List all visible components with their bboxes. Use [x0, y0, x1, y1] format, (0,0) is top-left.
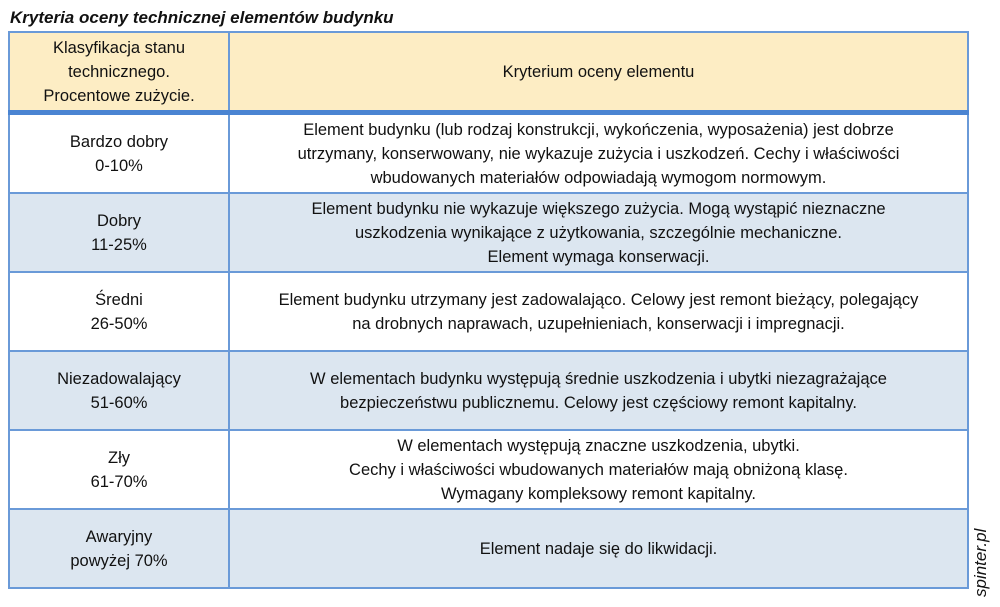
table-row — [9, 430, 968, 509]
classification-cell — [9, 509, 229, 588]
table-row — [9, 272, 968, 351]
wear-range: 51-60% — [90, 393, 148, 412]
header-line: Klasyfikacja stanu — [52, 38, 186, 57]
wear-range: 11-25% — [91, 235, 147, 254]
criteria-line: uszkodzenia wynikające z użytkowania, szczególnie mechaniczne. — [355, 223, 842, 242]
table-header-row — [9, 32, 968, 113]
classification-cell — [9, 193, 229, 272]
condition-name: Bardzo dobry — [69, 132, 169, 151]
table-row — [9, 113, 968, 194]
condition-name: Dobry — [96, 211, 141, 230]
criteria-line: Element budynku nie wykazuje większego zużycia. Mogą wystąpić nieznaczne — [311, 199, 886, 218]
classification-cell — [9, 113, 229, 194]
table-row — [9, 351, 968, 430]
classification-cell — [9, 430, 229, 509]
criteria-line: wbudowanych materiałów odpowiadają wymogom normowym. — [370, 168, 827, 187]
criteria-line: W elementach budynku występują średnie uszkodzenia i ubytki niezagrażające — [310, 369, 887, 388]
condition-name: Niezadowalający — [57, 369, 181, 388]
header-line: Procentowe zużycie. — [43, 86, 195, 105]
criteria-line: na drobnych naprawach, uzupełnieniach, konserwacji i impregnacji. — [352, 314, 845, 333]
classification-cell — [9, 351, 229, 430]
wear-range: 26-50% — [90, 314, 148, 333]
criteria-cell — [229, 430, 968, 509]
header-classification — [9, 32, 229, 113]
criteria-line: Cechy i właściwości wbudowanych materiałów mają obniżoną klasę. — [349, 460, 848, 479]
table-row — [9, 193, 968, 272]
header-criteria: Kryterium oceny elementu — [229, 32, 968, 113]
criteria-cell — [229, 113, 968, 194]
criteria-line: W elementach występują znaczne uszkodzenia, ubytki. — [397, 436, 800, 455]
criteria-cell — [229, 193, 968, 272]
header-line: technicznego. — [68, 62, 170, 81]
criteria-table — [8, 31, 969, 589]
condition-name: Awaryjny — [85, 527, 153, 546]
wear-range: 0-10% — [95, 156, 143, 175]
table-title: Kryteria oceny technicznej elementów budynku — [10, 8, 394, 27]
wear-range: 61-70% — [90, 472, 148, 491]
criteria-line: Element budynku (lub rodzaj konstrukcji, wykończenia, wyposażenia) jest dobrze — [303, 120, 894, 139]
condition-name: Średni — [95, 290, 143, 309]
criteria-cell — [229, 351, 968, 430]
criteria-line: Element wymaga konserwacji. — [487, 247, 710, 266]
wear-range: powyżej 70% — [70, 551, 168, 570]
criteria-line: Element nadaje się do likwidacji. — [479, 539, 718, 558]
table-row — [9, 509, 968, 588]
condition-name: Zły — [108, 448, 130, 467]
criteria-line: Element budynku utrzymany jest zadowalająco. Celowy jest remont bieżący, polegający — [278, 290, 919, 309]
criteria-line: bezpieczeństwu publicznemu. Celowy jest częściowy remont kapitalny. — [340, 393, 857, 412]
classification-cell — [9, 272, 229, 351]
criteria-cell — [229, 509, 968, 588]
criteria-line: utrzymany, konserwowany, nie wykazuje zużycia i uszkodzeń. Cechy i właściwości — [297, 144, 900, 163]
watermark: spinter.pl — [971, 528, 990, 597]
criteria-line: Wymagany kompleksowy remont kapitalny. — [441, 484, 756, 503]
criteria-cell — [229, 272, 968, 351]
